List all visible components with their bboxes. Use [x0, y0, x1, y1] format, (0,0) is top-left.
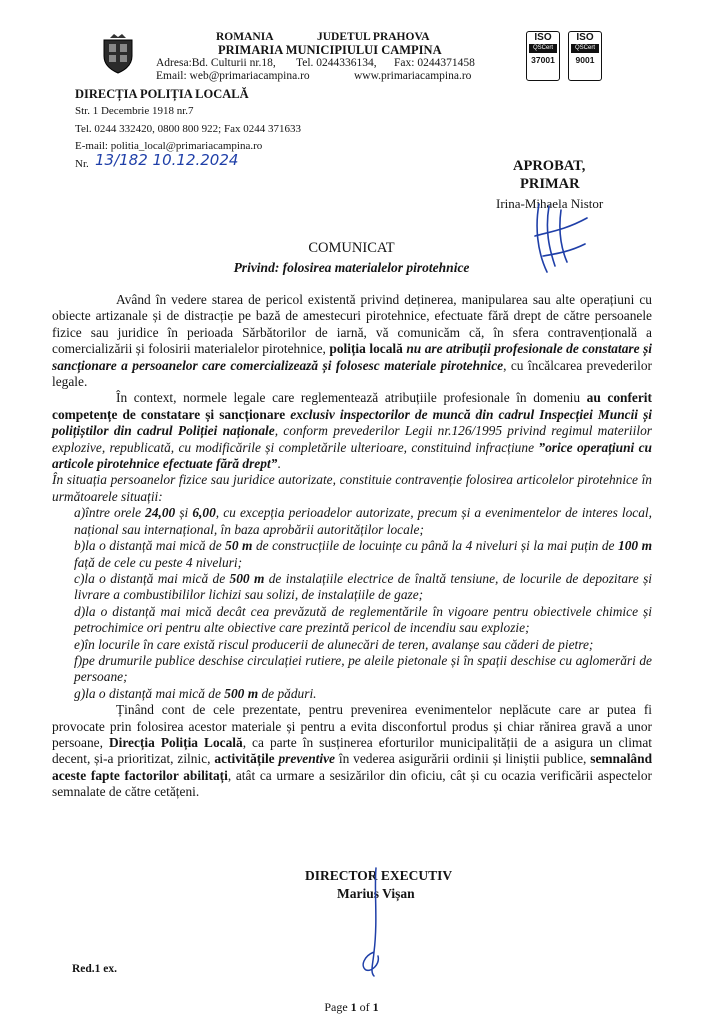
header-fax: Fax: 0244371458 [394, 57, 475, 69]
iso-37001-badge: ISO QSCert 37001 [526, 31, 560, 81]
department-email: E-mail: politia_local@primariacampina.ro [75, 140, 263, 152]
paragraph-legal-norms: În context, normele legale care reglementează atribuțiile profesionale în domeniu au conferit competențe de constatare și sancționare exclusiv inspectorilor de muncă din cadrul Inspecției Muncii și polițiștilor din cadrul Poliției naționale, conform prevederilor Legii nr.126/1995 privind regimul materiilor explozive, republicată, cu modificările și completările ulterioare, constituind infracțiune ”orice operațiuni cu articole pirotehnice efectuate fără drept”. [52, 390, 653, 472]
header-address: Adresa:Bd. Culturii nr.18, [156, 57, 276, 69]
document-subject: Privind: folosirea materialelor pirotehnice [233, 260, 470, 275]
header-institution: PRIMARIA MUNICIPIULUI CAMPINA [218, 43, 442, 57]
paragraph-prevention: Ținând cont de cele prezentate, pentru prevenirea evenimentelor neplăcute care ar putea fi provocate prin folosirea acestor materiale și pentru a evita disconfortul produs și chiar rănirea gravă a unor persoane, Direcția Poliția Locală, ca parte în susținerea eforturilor municipalității de a asigura un climat decent, și-a prioritizat, zilnic, activitățile preventive în vederea asigurării ordinii și liniștii publice, semnalând aceste fapte factorilor abilitați, atât ca urmare a sesizărilor din oficiu, cât și cu ocazia verificării aspectelor semnalate de către cetățeni. [52, 702, 653, 800]
iso-9001-badge: ISO QSCert 9001 [568, 31, 602, 81]
header-email: Email: web@primariacampina.ro [156, 70, 310, 82]
registration-number-handwritten: 13/182 10.12.2024 [95, 151, 239, 169]
header-website: www.primariacampina.ro [354, 70, 472, 82]
department-street: Str. 1 Decembrie 1918 nr.7 [75, 105, 194, 117]
list-item: a)între orele 24,00 și 6,00, cu excepția perioadelor autorizate, precum și a evenimentelor de interes local, național sau internațional, în baza aprobării autorităților locale; [74, 505, 652, 537]
document-body [52, 292, 652, 801]
header-tel: Tel. 0244336134, [296, 57, 377, 69]
paragraph-context: Având în vedere starea de pericol existentă privind deținerea, manipularea sau alte operațiuni cu obiecte artizanale și de distracție pe bază de amestecuri pirotehnice, efectuate fără drept de către persoanele fizice sau juridice în perioada Sărbătorilor de iarnă, vă comunicăm că, în sfera contravențională a comercializării și folosirii materialelor pirotehnice, poliția locală nu are atribuții profesionale de constatare și sancționare a persoanelor care comercializează și folosesc materiale pirotehnice, cu încălcarea prevederilor legale. [52, 292, 652, 390]
coat-of-arms-icon [98, 32, 138, 74]
header-county: JUDETUL PRAHOVA [317, 31, 430, 43]
director-signature-icon [340, 860, 410, 980]
list-item: e)în locurile în care există riscul producerii de alunecări de teren, avalanșe sau căderi de pietre; [74, 636, 594, 652]
registration-number-label: Nr. [75, 158, 89, 170]
signature-name: Marius Vișan [337, 886, 415, 901]
list-item: d)la o distanță mai mică decât cea prevăzută de reglementările în vigoare pentru obiectivele chimice și petrochimice ori pentru alte obiective care prezintă pericol de incendiu sau explozie; [74, 603, 652, 636]
list-item: c)la o distanță mai mică de 500 m de instalațiile electrice de înaltă tensiune, de locurile de depozitare și livrare a combustibililor lichizi sau solizi, de instalațiile de gaze; [74, 570, 652, 603]
department-phones: Tel. 0244 332420, 0800 800 922; Fax 0244 371633 [75, 123, 301, 135]
department-name: DIRECȚIA POLIȚIA LOCALĂ [75, 87, 249, 101]
signature-role: DIRECTOR EXECUTIV [305, 868, 453, 883]
header-country: ROMANIA [216, 31, 274, 43]
document-title: COMUNICAT [308, 240, 395, 256]
paragraph-situations-intro: În situația persoanelor fizice sau juridice autorizate, constituie contravenție folosirea articolelor pirotehnice în următoarele situații: [52, 472, 652, 504]
approval-role: PRIMAR [520, 176, 580, 192]
list-item: b)la o distanță mai mică de 50 m de construcțiile de locuințe cu până la 4 niveluri și la mai puțin de 100 m față de cele cu peste 4 niveluri; [74, 538, 652, 570]
page-indicator: Page 1 of 1 [324, 1000, 379, 1014]
approval-name: Irina-Mihaela Nistor [496, 196, 604, 211]
copies-note: Red.1 ex. [72, 963, 118, 975]
approval-label: APROBAT, [513, 158, 586, 174]
list-item: f)pe drumurile publice deschise circulației rutiere, pe aleile pietonale și în spații deschise cu aglomerări de persoane; [74, 652, 652, 685]
situations-list [52, 505, 652, 702]
list-item: g)la o distanță mai mică de 500 m de păduri. [74, 685, 317, 701]
